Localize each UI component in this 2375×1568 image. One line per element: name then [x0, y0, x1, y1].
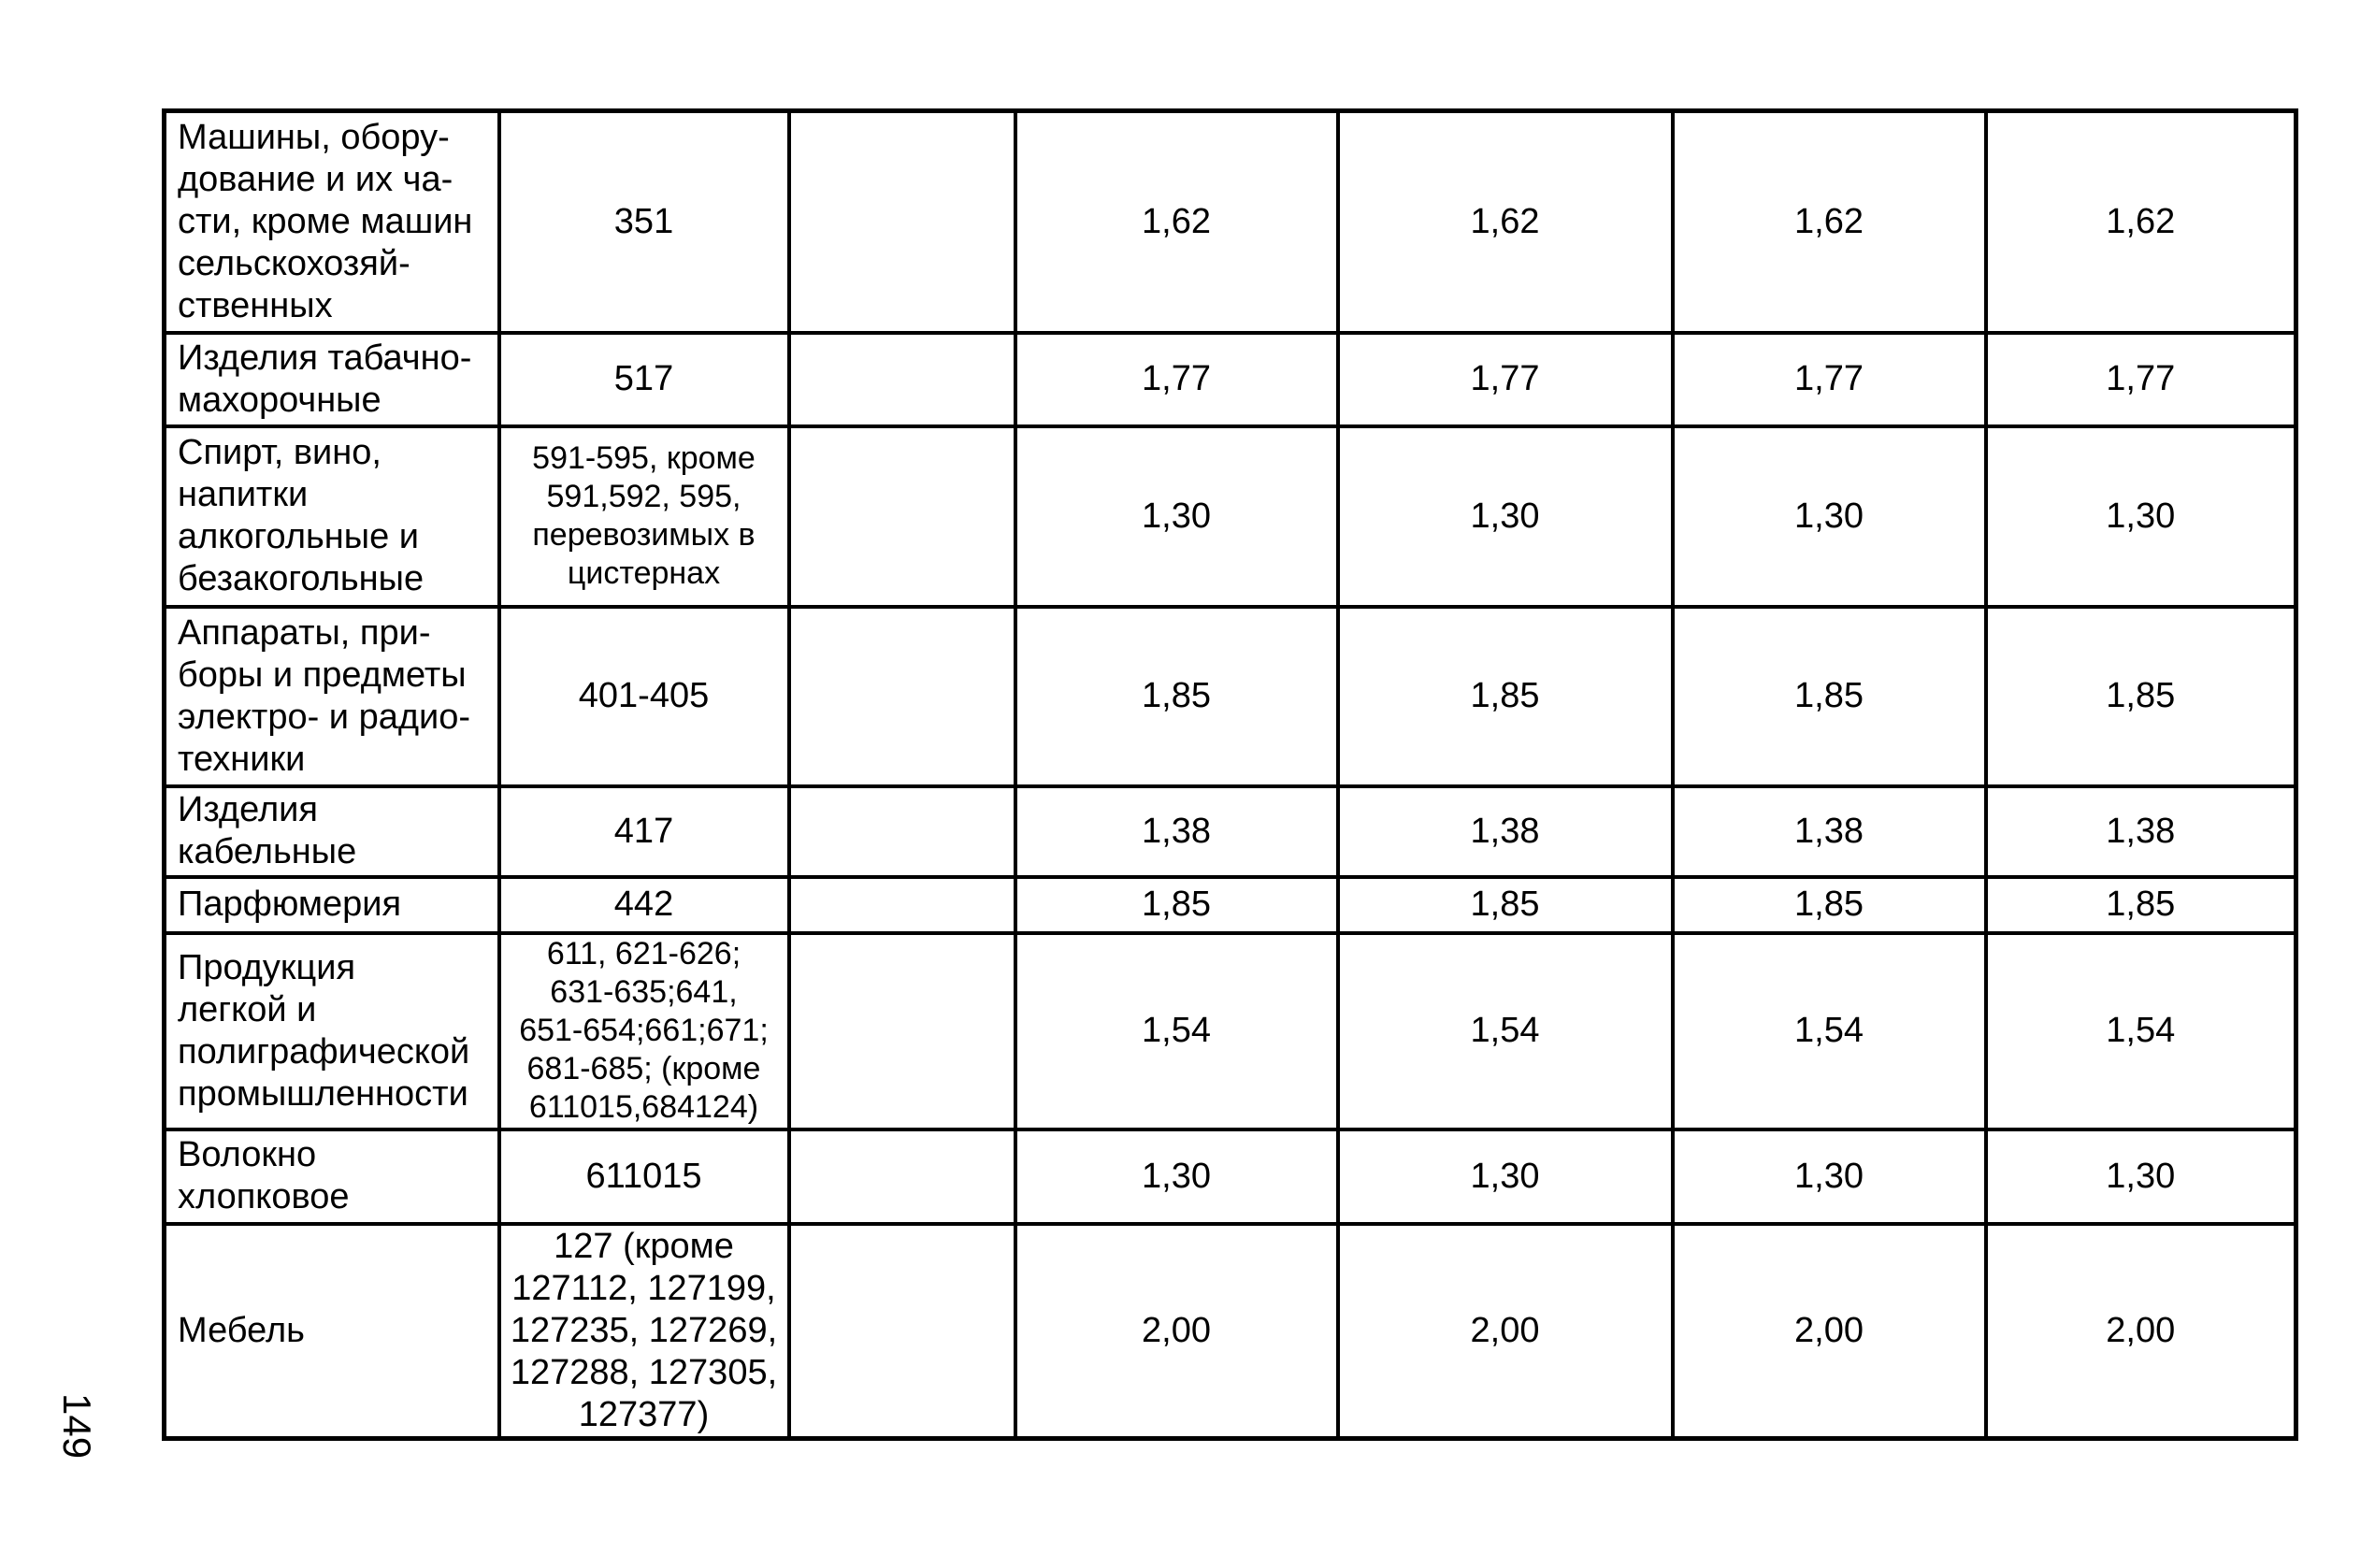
- cargo-code-cell: [499, 1224, 789, 1439]
- coefficient-cell: 1,85: [1338, 607, 1673, 786]
- cargo-name: Изделия кабельные: [178, 790, 357, 871]
- coefficient-cell: 2,00: [1338, 1224, 1673, 1439]
- empty-cell: [789, 607, 1015, 786]
- table-row: [165, 1129, 2296, 1224]
- cargo-code-cell: [499, 1129, 789, 1224]
- cargo-code: 591-595, кроме 591,592, 595, перевозимых в цистернах: [532, 440, 756, 591]
- coefficient-cell: 1,85: [1986, 607, 2296, 786]
- empty-cell: [789, 1224, 1015, 1439]
- cargo-name-cell: [165, 607, 499, 786]
- coefficient-cell: 1,62: [1015, 111, 1338, 333]
- cargo-code-cell: [499, 877, 789, 933]
- table-row: [165, 111, 2296, 333]
- empty-cell: [789, 933, 1015, 1129]
- coefficient-cell: 1,85: [1986, 877, 2296, 933]
- coefficient-cell: 1,62: [1673, 111, 1986, 333]
- coefficient-cell: 1,85: [1015, 607, 1338, 786]
- empty-cell: [789, 786, 1015, 877]
- cargo-code-cell: [499, 786, 789, 877]
- coefficient-cell: 1,30: [1338, 1129, 1673, 1224]
- coefficient-cell: 1,62: [1338, 111, 1673, 333]
- coefficient-cell: 1,30: [1015, 1129, 1338, 1224]
- tariff-table: [162, 108, 2298, 1441]
- coefficient-cell: 1,54: [1986, 933, 2296, 1129]
- table-row: [165, 933, 2296, 1129]
- coefficient-cell: 1,62: [1986, 111, 2296, 333]
- cargo-code: 351: [613, 201, 674, 241]
- coefficient-cell: 1,85: [1338, 877, 1673, 933]
- coefficient-cell: 1,77: [1338, 333, 1673, 426]
- empty-cell: [789, 111, 1015, 333]
- coefficient-cell: 1,38: [1673, 786, 1986, 877]
- empty-cell: [789, 877, 1015, 933]
- cargo-code-cell: [499, 333, 789, 426]
- coefficient-cell: 1,85: [1673, 877, 1986, 933]
- cargo-code: 127 (кроме 127112, 127199, 127235, 127269, 127288, 127305, 127377): [510, 1226, 778, 1434]
- cargo-code-cell: [499, 607, 789, 786]
- cargo-code: 442: [613, 885, 674, 924]
- coefficient-cell: 1,30: [1673, 426, 1986, 607]
- coefficient-cell: 1,85: [1015, 877, 1338, 933]
- cargo-name-cell: [165, 111, 499, 333]
- coefficient-cell: 1,77: [1986, 333, 2296, 426]
- coefficient-cell: 1,77: [1015, 333, 1338, 426]
- coefficient-cell: 1,30: [1673, 1129, 1986, 1224]
- coefficient-cell: 1,30: [1986, 426, 2296, 607]
- cargo-name-cell: [165, 426, 499, 607]
- table-row: [165, 1224, 2296, 1439]
- cargo-code: 517: [613, 359, 674, 398]
- cargo-name-cell: [165, 786, 499, 877]
- cargo-name: Спирт, вино, напитки алкогольные и безакогольные: [178, 433, 425, 598]
- coefficient-cell: 2,00: [1673, 1224, 1986, 1439]
- table-row: [165, 426, 2296, 607]
- cargo-name: Машины, обору- дование и их ча- сти, кроме машин сельскохозяй- ственных: [178, 117, 473, 325]
- coefficient-cell: 1,54: [1015, 933, 1338, 1129]
- empty-cell: [789, 333, 1015, 426]
- cargo-code: 611015: [585, 1156, 702, 1196]
- table-row: [165, 333, 2296, 426]
- page-number: 149: [55, 1393, 99, 1460]
- coefficient-cell: 1,77: [1673, 333, 1986, 426]
- cargo-code-cell: [499, 426, 789, 607]
- coefficient-cell: 2,00: [1986, 1224, 2296, 1439]
- cargo-name: Изделия табачно- махорочные: [178, 338, 472, 420]
- table-row: [165, 786, 2296, 877]
- coefficient-cell: 1,38: [1015, 786, 1338, 877]
- table-row: [165, 607, 2296, 786]
- cargo-name: Волокно хлопковое: [178, 1135, 350, 1216]
- coefficient-cell: 1,38: [1338, 786, 1673, 877]
- empty-cell: [789, 426, 1015, 607]
- cargo-code-cell: [499, 111, 789, 333]
- cargo-code: 417: [613, 811, 674, 851]
- coefficient-cell: 1,54: [1338, 933, 1673, 1129]
- cargo-name: Аппараты, при- боры и предметы электро- и радио- техники: [178, 612, 471, 779]
- cargo-code: 611, 621-626; 631-635;641, 651-654;661;671; 681-685; (кроме 611015,684124): [519, 936, 769, 1125]
- cargo-name: Продукция легкой и полиграфической промышленности: [178, 947, 470, 1114]
- cargo-name-cell: [165, 1129, 499, 1224]
- coefficient-cell: 2,00: [1015, 1224, 1338, 1439]
- table-row: [165, 877, 2296, 933]
- cargo-code-cell: [499, 933, 789, 1129]
- cargo-name-cell: [165, 333, 499, 426]
- coefficient-cell: 1,54: [1673, 933, 1986, 1129]
- coefficient-cell: 1,30: [1015, 426, 1338, 607]
- cargo-name-cell: [165, 877, 499, 933]
- empty-cell: [789, 1129, 1015, 1224]
- coefficient-cell: 1,30: [1986, 1129, 2296, 1224]
- coefficient-cell: 1,30: [1338, 426, 1673, 607]
- coefficient-cell: 1,85: [1673, 607, 1986, 786]
- coefficient-cell: 1,38: [1986, 786, 2296, 877]
- cargo-code: 401-405: [578, 676, 710, 715]
- cargo-name-cell: [165, 1224, 499, 1439]
- cargo-name-cell: [165, 933, 499, 1129]
- cargo-name: Парфюмерия: [178, 885, 402, 924]
- cargo-name: Мебель: [178, 1310, 305, 1350]
